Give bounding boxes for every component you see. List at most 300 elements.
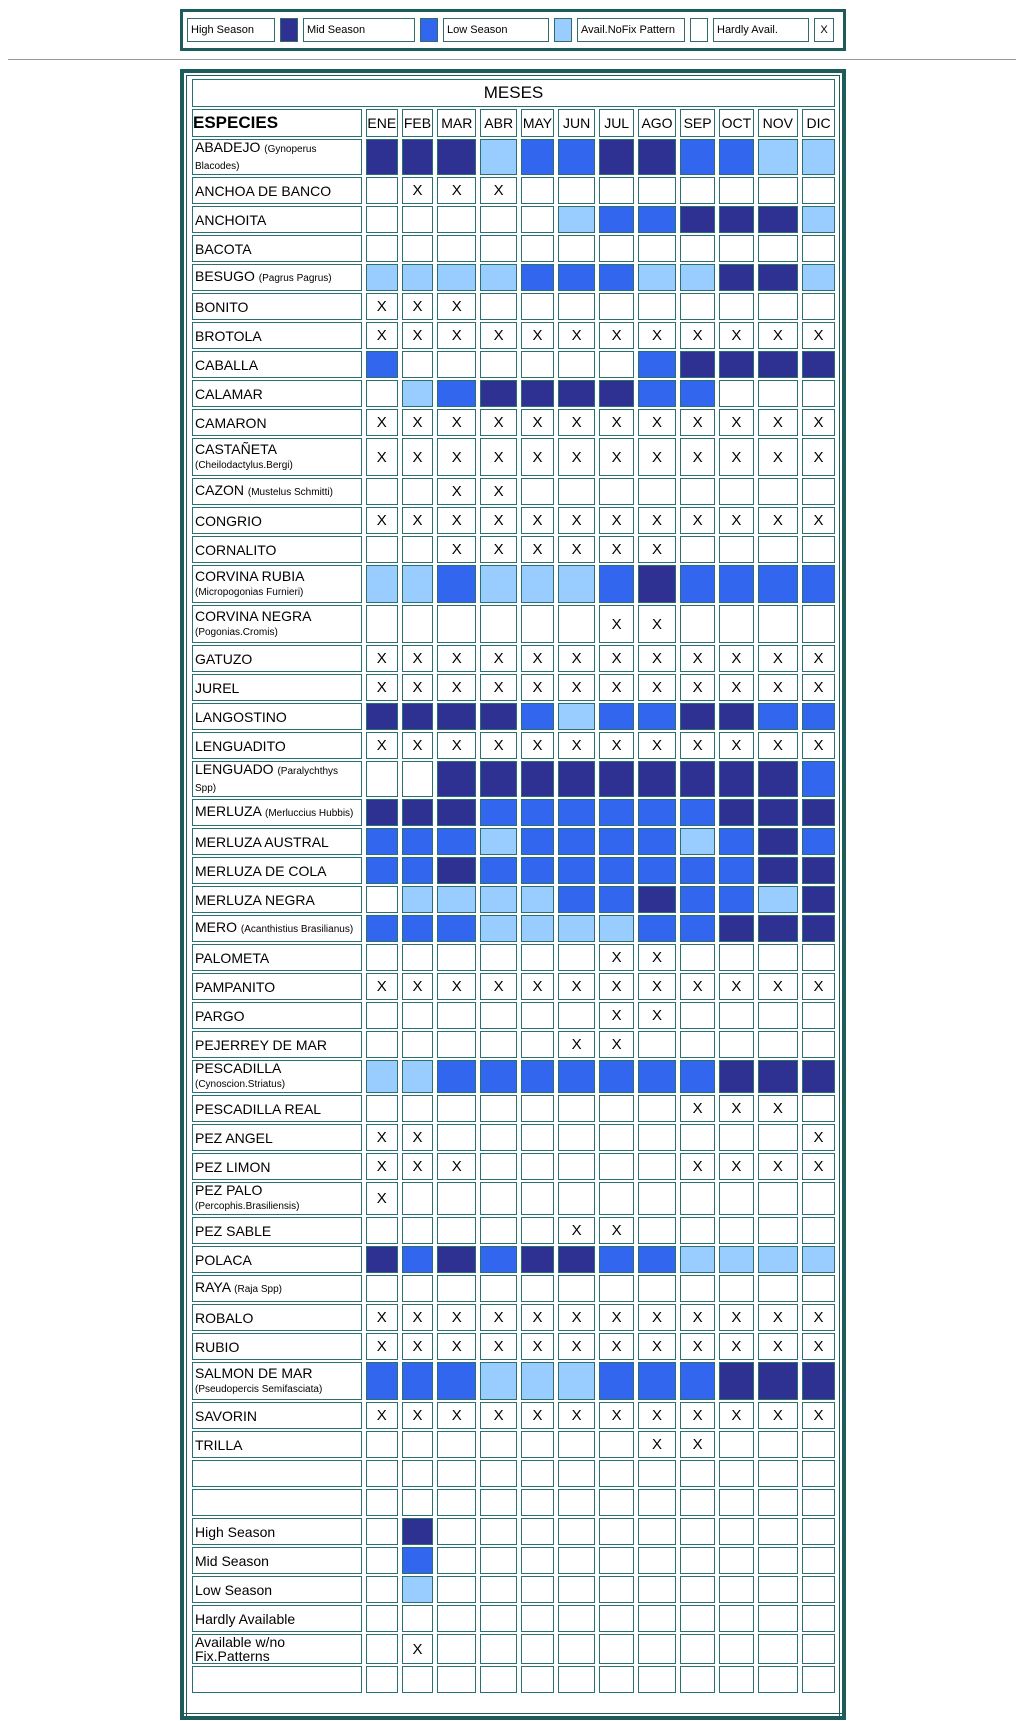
month-cell: [802, 1246, 835, 1273]
month-cell: [680, 1605, 715, 1632]
month-cell: [719, 1217, 753, 1244]
month-cell: X: [758, 1333, 799, 1360]
species-name: BONITO: [195, 298, 249, 315]
table-row: [192, 828, 835, 855]
species-cell: [192, 857, 362, 884]
month-cell: [758, 1002, 799, 1029]
month-cell: [638, 1605, 676, 1632]
month-cell: X: [437, 409, 476, 436]
month-cell: [366, 1060, 398, 1093]
month-cell: X: [758, 1304, 799, 1331]
species-cell: [192, 1182, 362, 1215]
month-cell: [599, 1431, 634, 1458]
month-cell: [521, 1634, 554, 1664]
month-cell: [599, 565, 634, 603]
month-cell: X: [802, 645, 835, 672]
month-cell: [366, 478, 398, 505]
species-cell: [192, 1666, 362, 1693]
month-cell: [802, 206, 835, 233]
species-scientific-name: (Cheilodactylus.Bergi): [195, 459, 293, 471]
month-cell: [599, 1489, 634, 1516]
month-cell: X: [558, 732, 596, 759]
month-cell: [558, 1060, 596, 1093]
species-cell: [192, 1402, 362, 1429]
month-cell: [437, 1182, 476, 1215]
month-cell: X: [802, 1333, 835, 1360]
month-cell: [802, 1460, 835, 1487]
month-cell: [480, 1182, 517, 1215]
month-cell: [480, 206, 517, 233]
month-cell: [402, 1095, 434, 1122]
month-cell: X: [521, 536, 554, 563]
month-cell: [521, 264, 554, 291]
species-cell: [192, 1060, 362, 1093]
species-name: SAVORIN: [195, 1407, 257, 1424]
month-cell: X: [480, 536, 517, 563]
species-name: GATUZO: [195, 650, 253, 667]
month-cell: [638, 799, 676, 826]
month-cell: [719, 1576, 753, 1603]
month-cell: [758, 1275, 799, 1302]
species-name: MERO: [195, 919, 237, 935]
species-cell: [192, 1124, 362, 1151]
month-cell: X: [758, 1402, 799, 1429]
species-name: MERLUZA NEGRA: [195, 891, 315, 908]
month-cell: [558, 565, 596, 603]
month-cell: [680, 1666, 715, 1693]
month-cell: [558, 293, 596, 320]
month-cell: [638, 351, 676, 378]
species-cell: [192, 139, 362, 175]
month-cell: [558, 1666, 596, 1693]
month-cell: [402, 1605, 434, 1632]
month-cell: [366, 703, 398, 730]
table-row: [192, 1124, 835, 1151]
month-cell: X: [366, 1153, 398, 1180]
month-cell: [719, 886, 753, 913]
month-cell: X: [638, 645, 676, 672]
month-cell: [366, 1518, 398, 1545]
month-cell: [402, 536, 434, 563]
month-cell: [366, 1460, 398, 1487]
month-cell: X: [402, 645, 434, 672]
month-cell: X: [638, 507, 676, 534]
month-cell: [558, 1547, 596, 1574]
month-cell: X: [802, 409, 835, 436]
species-name: PEJERREY DE MAR: [195, 1036, 327, 1053]
month-cell: [802, 1031, 835, 1058]
month-cell: [521, 1153, 554, 1180]
month-cell: [521, 139, 554, 175]
species-name: MERLUZA: [195, 803, 262, 819]
month-cell: [480, 1547, 517, 1574]
month-cell: X: [638, 536, 676, 563]
month-cell: [402, 1217, 434, 1244]
month-cell: [437, 944, 476, 971]
month-cell: X: [680, 1095, 715, 1122]
month-cell: [802, 799, 835, 826]
month-cell: [480, 1460, 517, 1487]
month-cell: [558, 944, 596, 971]
species-scientific-name: (Gynoperus Blacodes): [195, 144, 317, 172]
month-cell: [719, 828, 753, 855]
month-cell: [437, 915, 476, 942]
month-cell: X: [558, 645, 596, 672]
month-cell: [802, 1489, 835, 1516]
species-name: CASTAÑETA: [195, 440, 277, 457]
month-cell: [719, 235, 753, 262]
species-name: RAYA: [195, 1279, 231, 1295]
month-cell: [402, 1460, 434, 1487]
month-cell: [638, 1182, 676, 1215]
month-cell: [719, 565, 753, 603]
species-name: ANCHOITA: [195, 211, 267, 228]
month-cell: [638, 1634, 676, 1664]
month-cell: X: [366, 1124, 398, 1151]
month-cell: [758, 1246, 799, 1273]
month-cell: X: [758, 973, 799, 1000]
month-cell: [480, 1124, 517, 1151]
month-cell: [680, 478, 715, 505]
table-row: [192, 1246, 835, 1273]
month-cell: X: [480, 438, 517, 476]
month-cell: [402, 1246, 434, 1273]
month-cell: [638, 857, 676, 884]
month-cell: X: [366, 732, 398, 759]
species-name: PEZ ANGEL: [195, 1129, 273, 1146]
month-cell: [402, 915, 434, 942]
month-cell: X: [558, 1304, 596, 1331]
month-cell: [802, 1217, 835, 1244]
month-cell: [521, 1031, 554, 1058]
species-name: JUREL: [195, 679, 240, 696]
month-cell: [437, 235, 476, 262]
table-row: [192, 1576, 835, 1603]
month-cell: X: [758, 438, 799, 476]
month-cell: [802, 1605, 835, 1632]
table-row: [192, 1217, 835, 1244]
month-cell: [758, 1217, 799, 1244]
month-cell: [480, 915, 517, 942]
month-cell: [638, 1666, 676, 1693]
table-row: [192, 732, 835, 759]
month-cell: X: [599, 1002, 634, 1029]
month-cell: X: [558, 1402, 596, 1429]
month-cell: [366, 799, 398, 826]
month-cell: [802, 761, 835, 797]
month-cell: X: [638, 409, 676, 436]
species-cell: [192, 1431, 362, 1458]
month-cell: X: [437, 293, 476, 320]
month-cell: [480, 944, 517, 971]
month-cell: [719, 1246, 753, 1273]
month-cell: X: [402, 438, 434, 476]
month-cell: [599, 915, 634, 942]
species-cell: [192, 886, 362, 913]
species-cell: [192, 322, 362, 349]
month-cell: [680, 1217, 715, 1244]
species-cell: [192, 536, 362, 563]
month-cell: [599, 380, 634, 407]
month-cell: X: [599, 645, 634, 672]
month-cell: X: [719, 732, 753, 759]
month-cell: X: [638, 674, 676, 701]
month-cell: [521, 1002, 554, 1029]
month-cell: [521, 1460, 554, 1487]
month-cell: [719, 536, 753, 563]
month-cell: [366, 536, 398, 563]
month-cell: [638, 828, 676, 855]
species-name: ANCHOA DE BANCO: [195, 182, 332, 199]
month-cell: X: [680, 1402, 715, 1429]
month-cell: X: [366, 1182, 398, 1215]
month-cell: [437, 1666, 476, 1693]
month-cell: X: [719, 1153, 753, 1180]
month-cell: X: [402, 1634, 434, 1664]
month-cell: [638, 1124, 676, 1151]
month-cell: [402, 206, 434, 233]
month-cell: [680, 886, 715, 913]
close-icon[interactable]: X: [814, 18, 834, 42]
species-scientific-name: (Pagrus Pagrus): [258, 273, 332, 284]
table-row: [192, 351, 835, 378]
month-cell: [802, 1431, 835, 1458]
month-cell: X: [402, 177, 434, 204]
month-cell: [558, 1576, 596, 1603]
month-cell: [638, 1275, 676, 1302]
month-cell: X: [638, 973, 676, 1000]
month-cell: [480, 264, 517, 291]
legend-mid-season-swatch: [420, 18, 438, 42]
month-cell: [719, 799, 753, 826]
species-scientific-name: (Acanthistius Brasilianus): [240, 924, 354, 935]
species-name: Low Season: [195, 1581, 273, 1598]
month-cell: X: [680, 973, 715, 1000]
month-cell: [558, 1002, 596, 1029]
month-cell: X: [638, 1333, 676, 1360]
month-cell: X: [437, 438, 476, 476]
month-cell: [802, 1002, 835, 1029]
species-cell: [192, 1362, 362, 1400]
month-cell: [558, 703, 596, 730]
month-cell: X: [437, 732, 476, 759]
month-cell: [521, 1666, 554, 1693]
month-cell: [802, 1518, 835, 1545]
month-cell: X: [521, 1402, 554, 1429]
month-cell: [599, 1182, 634, 1215]
month-cell: X: [366, 674, 398, 701]
month-cell: [719, 1431, 753, 1458]
month-cell: [437, 380, 476, 407]
month-cell: X: [437, 507, 476, 534]
month-cell: [758, 915, 799, 942]
month-cell: [480, 380, 517, 407]
month-cell: [437, 799, 476, 826]
species-name: CORVINA RUBIA: [195, 567, 304, 584]
month-cell: X: [402, 293, 434, 320]
table-row: [192, 235, 835, 262]
month-cell: X: [437, 1402, 476, 1429]
month-cell: [638, 1246, 676, 1273]
month-cell: [758, 206, 799, 233]
month-cell: [402, 799, 434, 826]
month-cell: [437, 264, 476, 291]
month-cell: [758, 799, 799, 826]
table-row: [192, 264, 835, 291]
month-cell: [638, 264, 676, 291]
month-cell: [437, 1489, 476, 1516]
month-cell: [719, 177, 753, 204]
month-cell: [366, 886, 398, 913]
table-row: [192, 1666, 835, 1693]
month-cell: [558, 1634, 596, 1664]
month-header: ENE: [366, 109, 398, 137]
species-name: PEZ PALO: [195, 1182, 263, 1198]
species-scientific-name: (Paralychthys Spp): [195, 766, 339, 794]
table-row: [192, 1489, 835, 1516]
month-cell: [480, 293, 517, 320]
species-cell: [192, 177, 362, 204]
month-cell: [638, 1489, 676, 1516]
month-cell: [680, 206, 715, 233]
table-row: [192, 1060, 835, 1093]
month-cell: [437, 1002, 476, 1029]
species-name: BROTOLA: [195, 327, 262, 344]
month-cell: [758, 1182, 799, 1215]
month-cell: [599, 761, 634, 797]
month-cell: [366, 1666, 398, 1693]
month-cell: [480, 1002, 517, 1029]
month-cell: [599, 1246, 634, 1273]
species-cell: [192, 605, 362, 643]
month-cell: [437, 605, 476, 643]
table-row: [192, 478, 835, 505]
month-cell: [680, 1275, 715, 1302]
month-cell: X: [719, 409, 753, 436]
month-cell: [402, 380, 434, 407]
month-cell: [719, 1031, 753, 1058]
species-name: MERLUZA DE COLA: [195, 862, 327, 879]
month-cell: [758, 565, 799, 603]
month-cell: X: [521, 645, 554, 672]
month-cell: X: [521, 674, 554, 701]
month-cell: [366, 351, 398, 378]
month-cell: [366, 139, 398, 175]
month-cell: [599, 1095, 634, 1122]
month-cell: [638, 478, 676, 505]
month-cell: [638, 177, 676, 204]
month-cell: [366, 264, 398, 291]
month-cell: [638, 1153, 676, 1180]
month-cell: X: [402, 674, 434, 701]
species-cell: [192, 944, 362, 971]
species-cell: [192, 761, 362, 797]
month-cell: [437, 1095, 476, 1122]
species-name: LENGUADO: [195, 761, 274, 777]
month-cell: [558, 478, 596, 505]
month-cell: [437, 886, 476, 913]
legend-low-season-swatch: [554, 18, 572, 42]
month-cell: X: [521, 438, 554, 476]
month-cell: [680, 1124, 715, 1151]
month-cell: [366, 605, 398, 643]
month-cell: X: [480, 645, 517, 672]
species-cell: [192, 645, 362, 672]
month-cell: [402, 1362, 434, 1400]
month-cell: X: [638, 1402, 676, 1429]
month-header: DIC: [802, 109, 835, 137]
month-cell: [521, 761, 554, 797]
month-cell: [719, 1060, 753, 1093]
month-cell: [366, 1217, 398, 1244]
month-cell: X: [402, 409, 434, 436]
month-cell: X: [366, 322, 398, 349]
month-cell: [480, 1605, 517, 1632]
month-cell: [719, 1362, 753, 1400]
month-cell: [480, 886, 517, 913]
month-cell: X: [802, 1304, 835, 1331]
month-cell: X: [558, 1031, 596, 1058]
month-cell: X: [719, 507, 753, 534]
month-cell: [802, 139, 835, 175]
table-row: [192, 206, 835, 233]
month-cell: [558, 1182, 596, 1215]
month-cell: [402, 1489, 434, 1516]
month-cell: [802, 1275, 835, 1302]
species-name: Hardly Available: [195, 1610, 296, 1627]
month-cell: [402, 351, 434, 378]
species-name: CAMARON: [195, 414, 267, 431]
month-cell: [680, 944, 715, 971]
month-cell: X: [437, 1304, 476, 1331]
month-cell: [802, 478, 835, 505]
month-cell: X: [558, 507, 596, 534]
month-cell: [719, 1547, 753, 1574]
month-cell: [480, 1060, 517, 1093]
month-cell: X: [719, 1304, 753, 1331]
month-cell: [402, 1060, 434, 1093]
month-cell: [521, 235, 554, 262]
month-cell: [599, 206, 634, 233]
month-cell: [437, 1060, 476, 1093]
month-cell: [402, 1666, 434, 1693]
month-cell: [802, 1362, 835, 1400]
table-row: [192, 1362, 835, 1400]
month-cell: [719, 915, 753, 942]
species-name: CABALLA: [195, 356, 259, 373]
month-cell: [437, 828, 476, 855]
month-cell: [521, 1431, 554, 1458]
month-cell: [802, 380, 835, 407]
month-cell: [480, 1031, 517, 1058]
month-cell: [521, 1362, 554, 1400]
month-cell: X: [719, 1095, 753, 1122]
month-cell: X: [366, 973, 398, 1000]
month-cell: X: [480, 674, 517, 701]
month-cell: [366, 1031, 398, 1058]
table-row: [192, 857, 835, 884]
month-cell: [638, 1095, 676, 1122]
month-cell: X: [599, 438, 634, 476]
month-cell: X: [521, 732, 554, 759]
month-cell: [521, 828, 554, 855]
species-name: Mid Season: [195, 1552, 269, 1569]
species-name: Available w/no Fix.Patterns: [195, 1634, 286, 1664]
table-row: [192, 1634, 835, 1664]
month-cell: [480, 1666, 517, 1693]
month-cell: [719, 1489, 753, 1516]
month-cell: [437, 1576, 476, 1603]
